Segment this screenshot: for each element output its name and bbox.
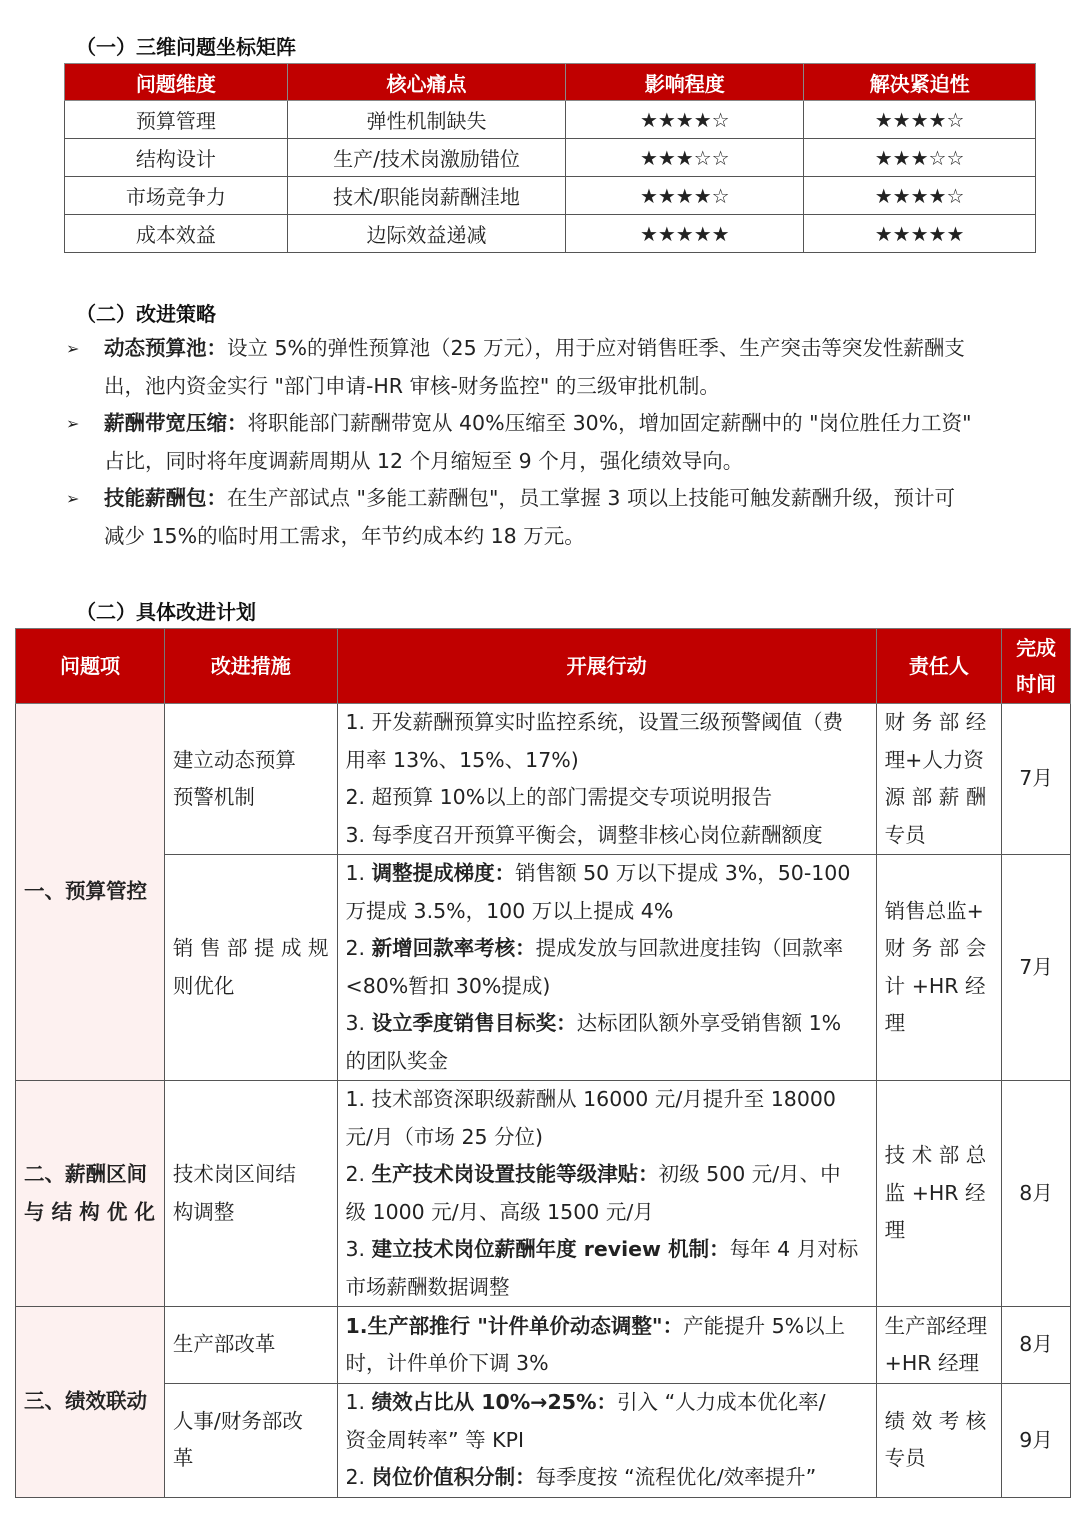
action-text: 初级 500 元/月、中 xyxy=(658,1162,841,1186)
action-text: 级 1000 元/月、高级 1500 元/月 xyxy=(345,1199,654,1224)
action-text: 提成发放与回款进度挂钩（回款率 xyxy=(535,936,844,960)
action-text: 用率 13%、15%、17%) xyxy=(345,747,579,772)
star-rating: ★★★★☆ xyxy=(566,177,804,215)
action-text: 资金周转率” 等 KPI xyxy=(345,1427,525,1452)
action-text: 万提成 3.5%，100 万以上提成 4% xyxy=(345,898,674,923)
cell-line: 销售总监+ xyxy=(884,898,984,923)
action-keyword: 生产技术岗设置技能等级津贴： xyxy=(371,1162,659,1186)
matrix-header-cell: 解决紧迫性 xyxy=(804,64,1036,101)
cell-line: 三、绩效联动 xyxy=(24,1389,147,1413)
owner-cell xyxy=(876,1384,1001,1498)
action-keyword: 调整提成梯度： xyxy=(371,861,516,885)
arrow-bullet-icon: ➢ xyxy=(66,339,80,358)
action-text: <80%暂扣 30%提成) xyxy=(345,973,551,998)
strategy-line xyxy=(104,405,1026,443)
action-text: 2. 超预算 10%以上的部门需提交专项说明报告 xyxy=(345,785,773,809)
action-text: 每季度按 “流程优化/效率提升” xyxy=(535,1465,817,1489)
strategy-line xyxy=(104,518,1026,556)
action-text: 的团队奖金 xyxy=(345,1048,449,1073)
action-line xyxy=(346,893,868,931)
action-line xyxy=(346,1269,868,1307)
cell-line: 预警机制 xyxy=(172,785,255,809)
action-text: 2. xyxy=(345,1465,372,1489)
action-keyword: 岗位价值积分制： xyxy=(371,1465,536,1489)
star-rating: ★★★★☆ xyxy=(804,101,1036,139)
action-text: 市场薪酬数据调整 xyxy=(345,1274,510,1299)
arrow-bullet-icon: ➢ xyxy=(66,414,80,433)
action-line xyxy=(346,1422,868,1460)
plan-row xyxy=(16,855,1071,1081)
action-line xyxy=(346,704,868,742)
action-text: 每年 4 月对标 xyxy=(729,1237,859,1261)
actions-cell xyxy=(337,704,876,855)
deadline-cell: 7月 xyxy=(1002,704,1071,855)
strategy-text: 将职能部门薪酬带宽从 40%压缩至 30%，增加固定薪酬中的 "岗位胜任力工资" xyxy=(247,411,972,435)
owner-cell xyxy=(876,704,1001,855)
measure-cell xyxy=(164,855,337,1081)
action-text: 产能提升 5%以上 xyxy=(683,1313,846,1338)
matrix-header-cell: 问题维度 xyxy=(65,64,288,101)
actions-cell xyxy=(337,1307,876,1384)
action-line xyxy=(346,1119,868,1157)
matrix-row xyxy=(65,101,1036,139)
problem-matrix-table xyxy=(64,63,1036,253)
action-keyword: 1.生产部推行 "计件单价动态调整"： xyxy=(345,1313,684,1338)
action-text: 达标团队额外享受销售额 1% xyxy=(576,1011,842,1035)
action-line xyxy=(346,817,868,855)
cell-line: 生产部经理 xyxy=(884,1313,988,1338)
problem-category-cell xyxy=(16,704,165,1081)
plan-row xyxy=(16,704,1071,855)
cell-line: 专员 xyxy=(884,1446,926,1471)
problem-category-cell xyxy=(16,1307,165,1498)
strategy-line xyxy=(104,480,1026,518)
cell-line: 一、预算管控 xyxy=(24,879,147,904)
star-rating: ★★★★★ xyxy=(804,215,1036,253)
action-line xyxy=(346,1081,868,1119)
cell-line: 计 +HR 经 xyxy=(884,973,986,998)
cell-line: 技 术 部 总 xyxy=(884,1143,987,1168)
plan-header-cell xyxy=(1002,629,1071,704)
action-line xyxy=(346,855,868,893)
action-line xyxy=(346,1043,868,1081)
matrix-cell: 成本效益 xyxy=(65,215,288,253)
matrix-cell: 技术/职能岗薪酬洼地 xyxy=(287,177,566,215)
owner-cell xyxy=(876,1081,1001,1307)
action-text: 销售额 50 万以下提成 3%，50-100 xyxy=(515,861,851,885)
action-text: 1. xyxy=(345,861,372,885)
strategy-item xyxy=(66,405,1026,480)
strategy-text: 减少 15%的临时用工需求，年节约成本约 18 万元。 xyxy=(104,523,585,548)
matrix-header-cell: 核心痛点 xyxy=(287,64,566,101)
strategy-text: 出，池内资金实行 "部门申请-HR 审核-财务监控" 的三级审批机制。 xyxy=(104,373,720,398)
section-matrix-title: （一）三维问题坐标矩阵 xyxy=(76,35,296,59)
star-rating: ★★★★☆ xyxy=(804,177,1036,215)
action-keyword: 绩效占比从 10%→25%： xyxy=(371,1390,618,1414)
measure-cell xyxy=(164,1081,337,1307)
plan-header-cell: 开展行动 xyxy=(337,629,876,704)
plan-row xyxy=(16,1307,1071,1384)
plan-row xyxy=(16,1081,1071,1307)
cell-line: 财 务 部 会 xyxy=(884,936,987,960)
cell-line: 源 部 薪 酬 xyxy=(884,785,987,809)
action-text: 引入 “人力成本优化率/ xyxy=(617,1390,826,1414)
cell-line: 理 xyxy=(884,1011,906,1035)
matrix-cell: 弹性机制缺失 xyxy=(287,101,566,139)
action-text: 3. xyxy=(345,1237,372,1261)
action-line xyxy=(346,1156,868,1194)
actions-cell xyxy=(337,1384,876,1498)
header-line: 完成 xyxy=(1016,636,1057,660)
measure-cell xyxy=(164,704,337,855)
action-line xyxy=(346,1345,868,1383)
cell-line: 人事/财务部改 xyxy=(172,1408,303,1433)
cell-line: 技术岗区间结 xyxy=(172,1162,296,1186)
strategy-text: 在生产部试点 "多能工薪酬包"，员工掌握 3 项以上技能可触发薪酬升级，预计可 xyxy=(227,486,955,510)
cell-line: 革 xyxy=(172,1446,194,1471)
strategy-list xyxy=(66,330,1026,555)
action-line xyxy=(346,1459,868,1497)
cell-line: 建立动态预算 xyxy=(172,747,296,772)
matrix-cell: 结构设计 xyxy=(65,139,288,177)
matrix-cell: 预算管理 xyxy=(65,101,288,139)
action-line xyxy=(346,930,868,968)
cell-line: 与 结 构 优 化 xyxy=(24,1199,156,1224)
action-text: 3. 每季度召开预算平衡会，调整非核心岗位薪酬额度 xyxy=(345,822,823,847)
measure-cell xyxy=(164,1307,337,1384)
strategy-label: 技能薪酬包： xyxy=(104,486,227,510)
plan-header-cell: 问题项 xyxy=(16,629,165,704)
strategy-line xyxy=(104,330,1026,368)
action-line xyxy=(346,1308,868,1346)
matrix-cell: 边际效益递减 xyxy=(287,215,566,253)
owner-cell xyxy=(876,855,1001,1081)
strategy-text: 占比，同时将年度调薪周期从 12 个月缩短至 9 个月，强化绩效导向。 xyxy=(104,448,744,473)
deadline-cell: 8月 xyxy=(1002,1307,1071,1384)
action-line xyxy=(346,1384,868,1422)
action-line xyxy=(346,779,868,817)
matrix-row xyxy=(65,215,1036,253)
star-rating: ★★★★☆ xyxy=(566,101,804,139)
action-line xyxy=(346,1005,868,1043)
cell-line: 构调整 xyxy=(172,1199,235,1224)
deadline-cell: 8月 xyxy=(1002,1081,1071,1307)
measure-cell xyxy=(164,1384,337,1498)
action-text: 1. xyxy=(345,1390,372,1414)
strategy-line xyxy=(104,443,1026,481)
matrix-cell: 市场竞争力 xyxy=(65,177,288,215)
action-text: 1. 技术部资深职级薪酬从 16000 元/月提升至 18000 xyxy=(345,1087,836,1111)
strategy-item xyxy=(66,330,1026,405)
improvement-plan-table xyxy=(15,628,1071,1498)
arrow-bullet-icon: ➢ xyxy=(66,489,80,508)
owner-cell xyxy=(876,1307,1001,1384)
matrix-row xyxy=(65,139,1036,177)
actions-cell xyxy=(337,1081,876,1307)
action-keyword: 建立技术岗位薪酬年度 review 机制： xyxy=(371,1237,730,1261)
star-rating: ★★★☆☆ xyxy=(804,139,1036,177)
deadline-cell: 7月 xyxy=(1002,855,1071,1081)
action-keyword: 新增回款率考核： xyxy=(371,936,536,960)
cell-line: 专员 xyxy=(884,822,926,847)
matrix-row xyxy=(65,177,1036,215)
action-text: 元/月（市场 25 分位) xyxy=(345,1124,544,1149)
action-line xyxy=(346,1231,868,1269)
cell-line: 监 +HR 经 xyxy=(884,1180,986,1205)
matrix-cell: 生产/技术岗激励错位 xyxy=(287,139,566,177)
action-text: 时，计件单价下调 3% xyxy=(345,1351,549,1375)
cell-line: 二、薪酬区间 xyxy=(24,1162,147,1186)
cell-line: 销 售 部 提 成 规 xyxy=(172,936,329,960)
action-line xyxy=(346,968,868,1006)
cell-line: 财 务 部 经 xyxy=(884,710,987,734)
problem-category-cell xyxy=(16,1081,165,1307)
action-line xyxy=(346,1194,868,1232)
action-keyword: 设立季度销售目标奖： xyxy=(371,1011,577,1035)
matrix-header-cell: 影响程度 xyxy=(566,64,804,101)
action-text: 1. 开发薪酬预算实时监控系统，设置三级预警阈值（费 xyxy=(345,710,844,734)
cell-line: 则优化 xyxy=(172,973,235,998)
action-text: 2. xyxy=(345,936,372,960)
cell-line: 理+人力资 xyxy=(884,747,984,772)
strategy-label: 动态预算池： xyxy=(104,336,227,360)
header-line: 时间 xyxy=(1016,672,1057,696)
plan-row xyxy=(16,1384,1071,1498)
strategy-item xyxy=(66,480,1026,555)
cell-line: 绩 效 考 核 xyxy=(884,1408,987,1433)
section-plan-title: （二）具体改进计划 xyxy=(76,600,256,624)
plan-header-cell: 改进措施 xyxy=(164,629,337,704)
strategy-label: 薪酬带宽压缩： xyxy=(104,411,248,435)
action-text: 3. xyxy=(345,1011,372,1035)
strategy-text: 设立 5%的弹性预算池（25 万元），用于应对销售旺季、生产突击等突发性薪酬支 xyxy=(227,336,965,360)
action-line xyxy=(346,742,868,780)
star-rating: ★★★☆☆ xyxy=(566,139,804,177)
actions-cell xyxy=(337,855,876,1081)
strategy-line xyxy=(104,368,1026,406)
deadline-cell: 9月 xyxy=(1002,1384,1071,1498)
star-rating: ★★★★★ xyxy=(566,215,804,253)
section-strategy-title: （二）改进策略 xyxy=(76,302,216,326)
cell-line: 生产部改革 xyxy=(172,1332,276,1357)
plan-header-cell: 责任人 xyxy=(876,629,1001,704)
action-text: 2. xyxy=(345,1162,372,1186)
cell-line: +HR 经理 xyxy=(884,1351,980,1375)
cell-line: 理 xyxy=(884,1218,906,1243)
